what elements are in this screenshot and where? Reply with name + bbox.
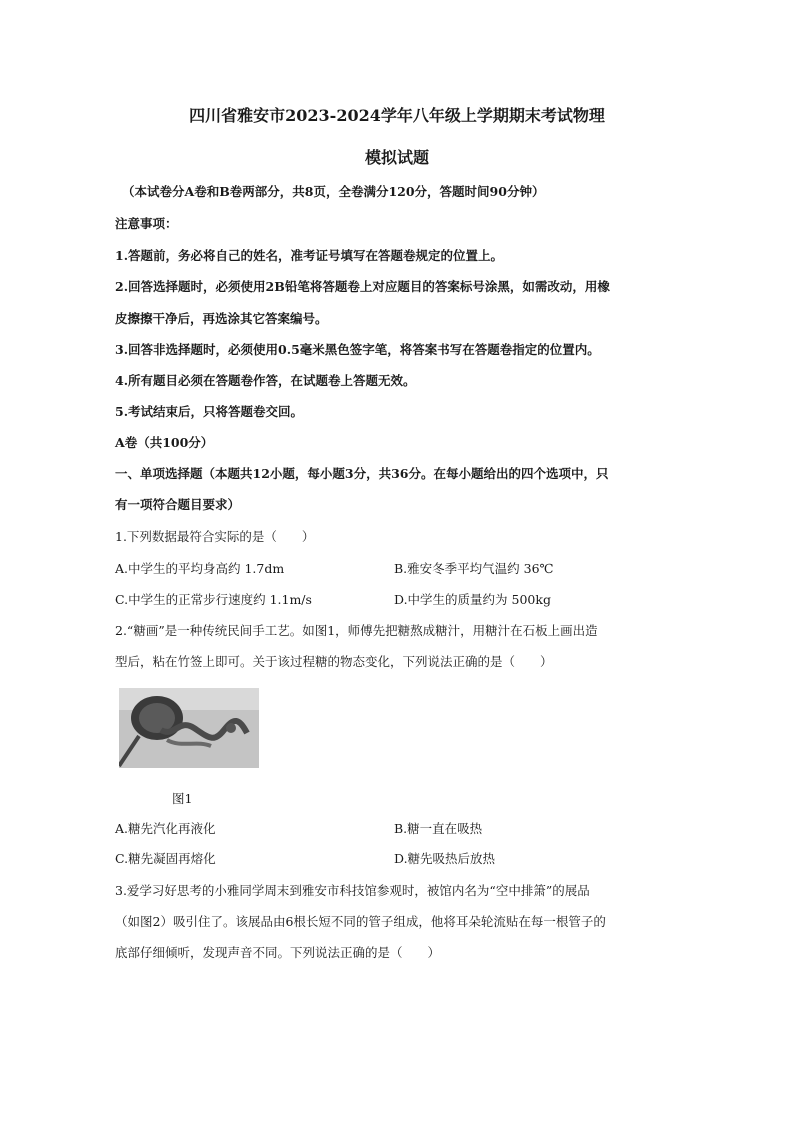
notice-item: 4.所有题目必须在答题卷作答，在试题卷上答题无效。	[115, 373, 416, 388]
question-2-option-a: A.糖先汽化再液化	[115, 821, 216, 836]
question-2-option-b: B.糖一直在吸热	[394, 821, 483, 836]
sugar-painting-photo	[119, 688, 259, 768]
notice-item: 1.答题前，务必将自己的姓名，准考证号填写在答题卷规定的位置上。	[115, 248, 504, 263]
question-3-stem-cont: 底部仔细倾听，发现声音不同。下列说法正确的是（ ）	[115, 945, 441, 960]
notice-heading: 注意事项：	[115, 216, 178, 231]
question-2-option-d: D.糖先吸热后放热	[394, 851, 496, 866]
figure-1-caption: 图1	[172, 791, 193, 806]
notice-item: 3.回答非选择题时，必须使用0.5毫米黑色签字笔，将答案书写在答题卷指定的位置内。	[115, 342, 600, 357]
question-3-stem: 3.爱学习好思考的小雅同学周末到雅安市科技馆参观时，被馆内名为“空中排箫”的展品	[115, 883, 590, 898]
exam-info: （本试卷分A卷和B卷两部分，共8页，全卷满分120分，答题时间90分钟）	[122, 184, 545, 199]
question-1-option-a: A.中学生的平均身高约 1.7dm	[115, 561, 285, 576]
notice-item: 5.考试结束后，只将答题卷交回。	[115, 404, 304, 419]
section-a-heading: A卷（共100分）	[115, 435, 214, 450]
question-1-option-d: D.中学生的质量约为 500kg	[394, 592, 551, 607]
part1-heading-cont: 有一项符合题目要求）	[115, 497, 241, 512]
part1-heading: 一、单项选择题（本题共12小题，每小题3分，共36分。在每小题给出的四个选项中，只	[115, 466, 609, 481]
notice-item: 皮擦擦干净后，再选涂其它答案编号。	[115, 311, 328, 326]
page-title-line2: 模拟试题	[364, 148, 429, 167]
question-3-stem-cont: （如图2）吸引住了。该展品由6根长短不同的管子组成，他将耳朵轮流贴在每一根管子的	[115, 914, 606, 929]
notice-item: 2.回答选择题时，必须使用2B铅笔将答题卷上对应题目的答案标号涂黑，如需改动，用橡	[115, 279, 610, 294]
page-title-line1: 四川省雅安市2023-2024学年八年级上学期期末考试物理	[189, 106, 605, 125]
question-1-stem: 1.下列数据最符合实际的是（ ）	[115, 529, 315, 544]
question-1-option-c: C.中学生的正常步行速度约 1.1m/s	[115, 592, 312, 607]
question-1-option-b: B.雅安冬季平均气温约 36℃	[394, 561, 554, 576]
question-2-stem: 2.“糖画”是一种传统民间手工艺。如图1，师傅先把糖熬成糖汁，用糖汁在石板上画出造	[115, 623, 598, 638]
question-2-option-c: C.糖先凝固再熔化	[115, 851, 216, 866]
question-2-stem-cont: 型后，粘在竹签上即可。关于该过程糖的物态变化，下列说法正确的是（ ）	[115, 654, 553, 669]
